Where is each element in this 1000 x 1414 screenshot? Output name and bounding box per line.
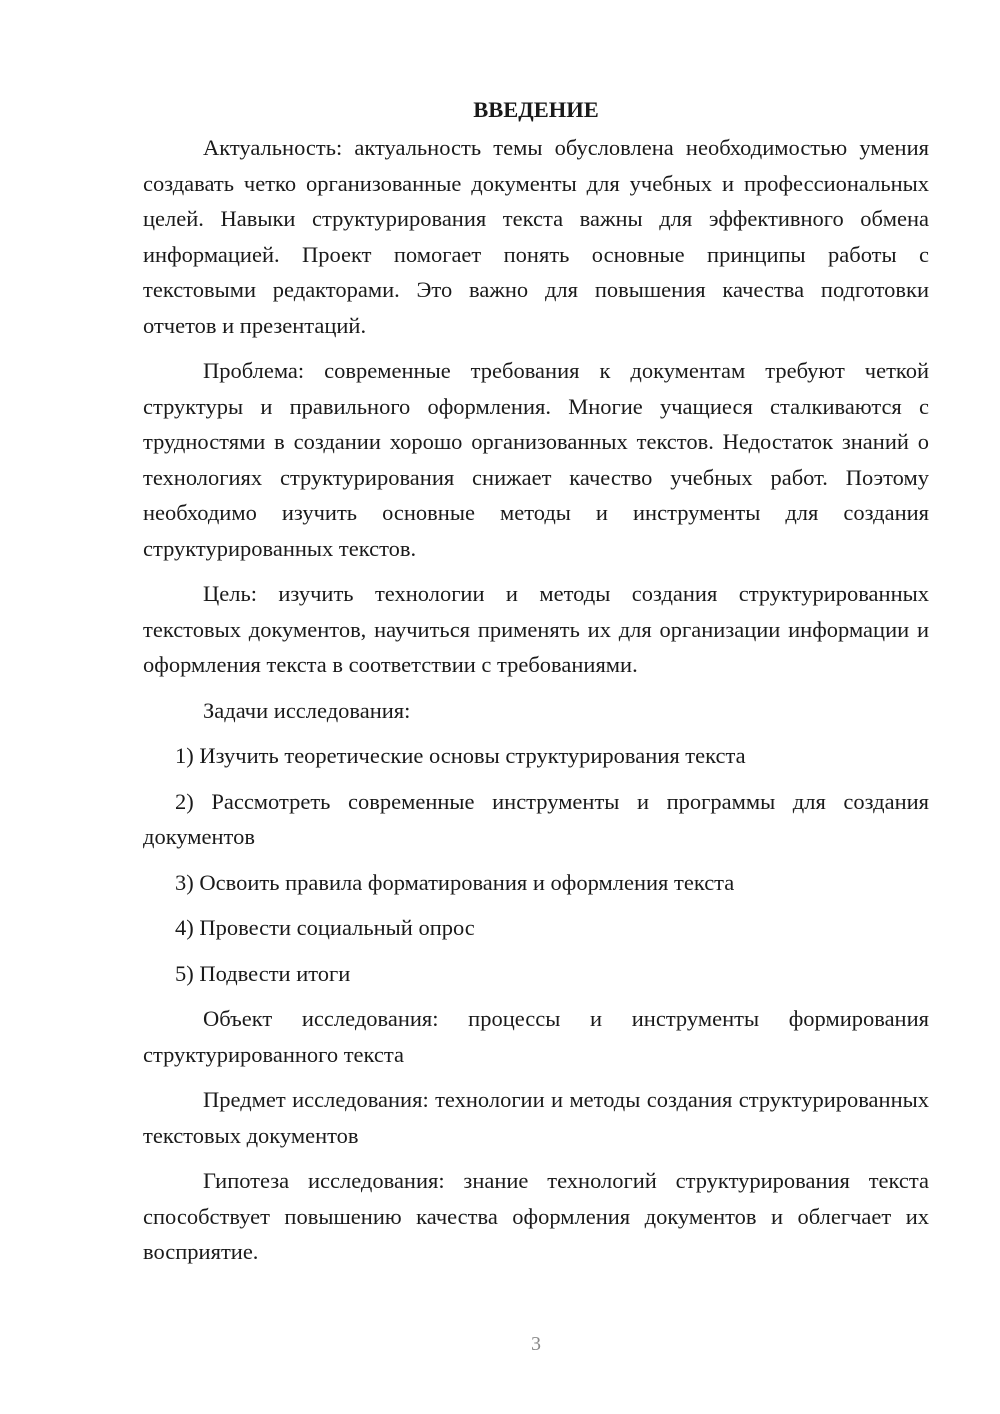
paragraph-problem: Проблема: современные требования к документам требуют четкой структуры и правильного оформления. Многие учащиеся сталкиваются с трудностями в создании хорошо организованных текстов. Недостаток знаний о технологиях структурирования снижает качество учебных работ. Поэтому необходимо изучить основные методы и инструменты для создания структурированных текстов. <box>143 358 929 561</box>
paragraph-subject: Предмет исследования: технологии и методы создания структурированных текстовых документов <box>143 1087 929 1148</box>
page-number: 3 <box>531 1333 541 1355</box>
paragraph-hypothesis: Гипотеза исследования: знание технологий структурирования текста способствует повышению качества оформления документов и облегчает их восприятие. <box>143 1168 929 1264</box>
paragraph-tasks-title: Задачи исследования: <box>203 697 411 723</box>
task-item-5: 5) Подвести итоги <box>175 960 351 986</box>
task-item-3: 3) Освоить правила форматирования и оформления текста <box>175 869 735 895</box>
task-item-4: 4) Провести социальный опрос <box>175 915 475 940</box>
section-heading: ВВЕДЕНИЕ <box>473 97 599 122</box>
paragraph-object: Объект исследования: процессы и инструменты формирования структурированного текста <box>143 1006 929 1067</box>
paragraph-goal: Цель: изучить технологии и методы создания структурированных текстовых документов, научиться применять их для организации информации и оформления текста в соответствии с требованиями. <box>143 581 929 677</box>
task-item-2: 2) Рассмотреть современные инструменты и программы для создания документов <box>143 788 929 849</box>
document-body <box>143 92 929 1280</box>
task-item-1: 1) Изучить теоретические основы структурирования текста <box>175 743 746 768</box>
paragraph-relevance: Актуальность: актуальность темы обусловлена необходимостью умения создавать четко организованные документы для учебных и профессиональных целей. Навыки структурирования текста важны для эффективного обмена информацией. Проект помогает понять основные принципы работы с текстовыми редакторами. Это важно для повышения качества подготовки отчетов и презентаций. <box>143 135 929 338</box>
